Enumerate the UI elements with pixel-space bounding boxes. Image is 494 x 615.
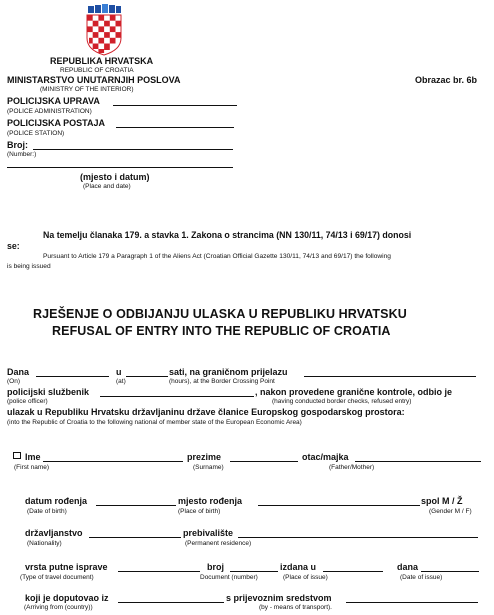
issue-date-label: dana [397, 562, 419, 572]
pob-label: mjesto rođenja [178, 496, 243, 506]
doc-type-field[interactable] [118, 571, 200, 572]
croatian-coat-of-arms-icon [84, 4, 124, 56]
number-field[interactable] [33, 149, 233, 150]
place-date-label: (mjesto i datum) [80, 172, 150, 182]
surname-field[interactable] [230, 461, 298, 462]
dob-label-en: (Date of birth) [27, 508, 67, 515]
place-date-field[interactable] [7, 167, 233, 168]
ulazak-label: ulazak u Republiku Hrvatsku državljaninu države članice Europskog gospodarskog prostora: [7, 407, 405, 417]
parent-label-en: (Father/Mother) [329, 464, 375, 471]
issue-date-label-en: (Date of issue) [400, 574, 443, 581]
parent-label: otac/majka [302, 452, 349, 462]
number-label-en: (Number:) [7, 151, 37, 158]
place-date-label-en: (Place and date) [83, 183, 131, 190]
ministry-name: MINISTARSTVO UNUTARNJIH POSLOVA [7, 75, 181, 85]
border-crossing-field[interactable] [304, 376, 476, 377]
nationality-label: državljanstvo [25, 528, 83, 538]
preamble-en-2: is being issued [7, 263, 51, 270]
police-station-label: POLICIJSKA POSTAJA [7, 118, 106, 128]
arrival-label: koji je doputovao iz [25, 593, 109, 603]
at-label: (at) [116, 378, 126, 385]
police-admin-label: POLICIJSKA UPRAVA [7, 96, 100, 106]
police-admin-field[interactable] [113, 105, 237, 106]
residence-field[interactable] [238, 537, 478, 538]
republic-name-en: REPUBLIC OF CROATIA [60, 67, 134, 74]
issue-place-label: izdana u [280, 562, 317, 572]
doc-number-label: broj [207, 562, 224, 572]
time-field[interactable] [126, 376, 168, 377]
nationality-field[interactable] [89, 537, 181, 538]
hours-label: (hours), at the Border Crossing Point [169, 378, 275, 385]
issue-date-field[interactable] [421, 571, 479, 572]
sati-label: sati, na graničnom prijelazu [169, 367, 288, 377]
officer-field[interactable] [100, 396, 254, 397]
doc-type-label: vrsta putne isprave [25, 562, 108, 572]
transport-label: s prijevoznim sredstvom [226, 593, 332, 603]
ulazak-label-en: (into the Republic of Croatia to the following national of member state of the European Economic Area) [7, 419, 302, 426]
number-label: Broj: [7, 140, 28, 150]
preamble-hr-2: se: [7, 241, 20, 251]
gender-label-en: (Gender M / F) [429, 508, 472, 515]
first-name-field[interactable] [43, 461, 183, 462]
dana-label: Dana [7, 367, 30, 377]
doc-type-label-en: (Type of travel document) [20, 574, 94, 581]
officer-label-en: (police officer) [7, 398, 48, 405]
nakon-label: , nakon provedene granične kontrole, odbio je [255, 387, 453, 397]
first-name-label-en: (First name) [14, 464, 50, 471]
title-hr: RJEŠENJE O ODBIJANJU ULASKA U REPUBLIKU HRVATSKU [33, 307, 407, 321]
gender-label: spol M / Ž [421, 496, 463, 506]
transport-label-en: (by - means of transport). [259, 604, 332, 611]
surname-label-en: (Surname) [193, 464, 224, 471]
form-number: Obrazac br. 6b [415, 75, 478, 85]
pob-field[interactable] [258, 505, 420, 506]
issue-place-label-en: (Place of issue) [283, 574, 328, 581]
residence-label-en: (Permanent residence) [185, 540, 252, 547]
nakon-label-en: (having conducted border checks, refused entry) [272, 398, 412, 405]
republic-name: REPUBLIKA HRVATSKA [50, 56, 154, 66]
on-label: (On) [7, 378, 20, 385]
police-station-label-en: (POLICE STATION) [7, 130, 65, 137]
first-name-label: Ime [25, 452, 41, 462]
surname-label: prezime [187, 452, 222, 462]
arrival-field[interactable] [118, 602, 224, 603]
doc-number-field[interactable] [230, 571, 278, 572]
preamble-hr-1: Na temelju članaka 179. a stavka 1. Zakona o strancima (NN 130/11, 74/13 i 69/17) donosi [43, 230, 412, 240]
arrival-label-en: (Arriving from (country)) [24, 604, 93, 611]
police-station-field[interactable] [116, 127, 234, 128]
doc-number-label-en: Document (number) [200, 574, 258, 581]
dob-field[interactable] [96, 505, 176, 506]
residence-label: prebivalište [183, 528, 234, 538]
officer-label: policijski službenik [7, 387, 90, 397]
date-field[interactable] [36, 376, 109, 377]
u-label: u [116, 367, 122, 377]
preamble-en-1: Pursuant to Article 179 a Paragraph 1 of the Aliens Act (Croatian Official Gazette 130/11, 74/13 and 69/17) the following [43, 253, 391, 260]
parent-field[interactable] [355, 461, 481, 462]
pob-label-en: (Place of birth) [178, 508, 221, 515]
police-admin-label-en: (POLICE ADMINISTRATION) [7, 108, 92, 115]
issue-place-field[interactable] [323, 571, 383, 572]
nationality-label-en: (Nationality) [27, 540, 62, 547]
title-en: REFUSAL OF ENTRY INTO THE REPUBLIC OF CROATIA [52, 324, 391, 338]
ministry-name-en: (MINISTRY OF THE INTERIOR) [40, 86, 134, 93]
checkbox[interactable] [13, 452, 21, 459]
dob-label: datum rođenja [25, 496, 88, 506]
transport-field[interactable] [346, 602, 478, 603]
